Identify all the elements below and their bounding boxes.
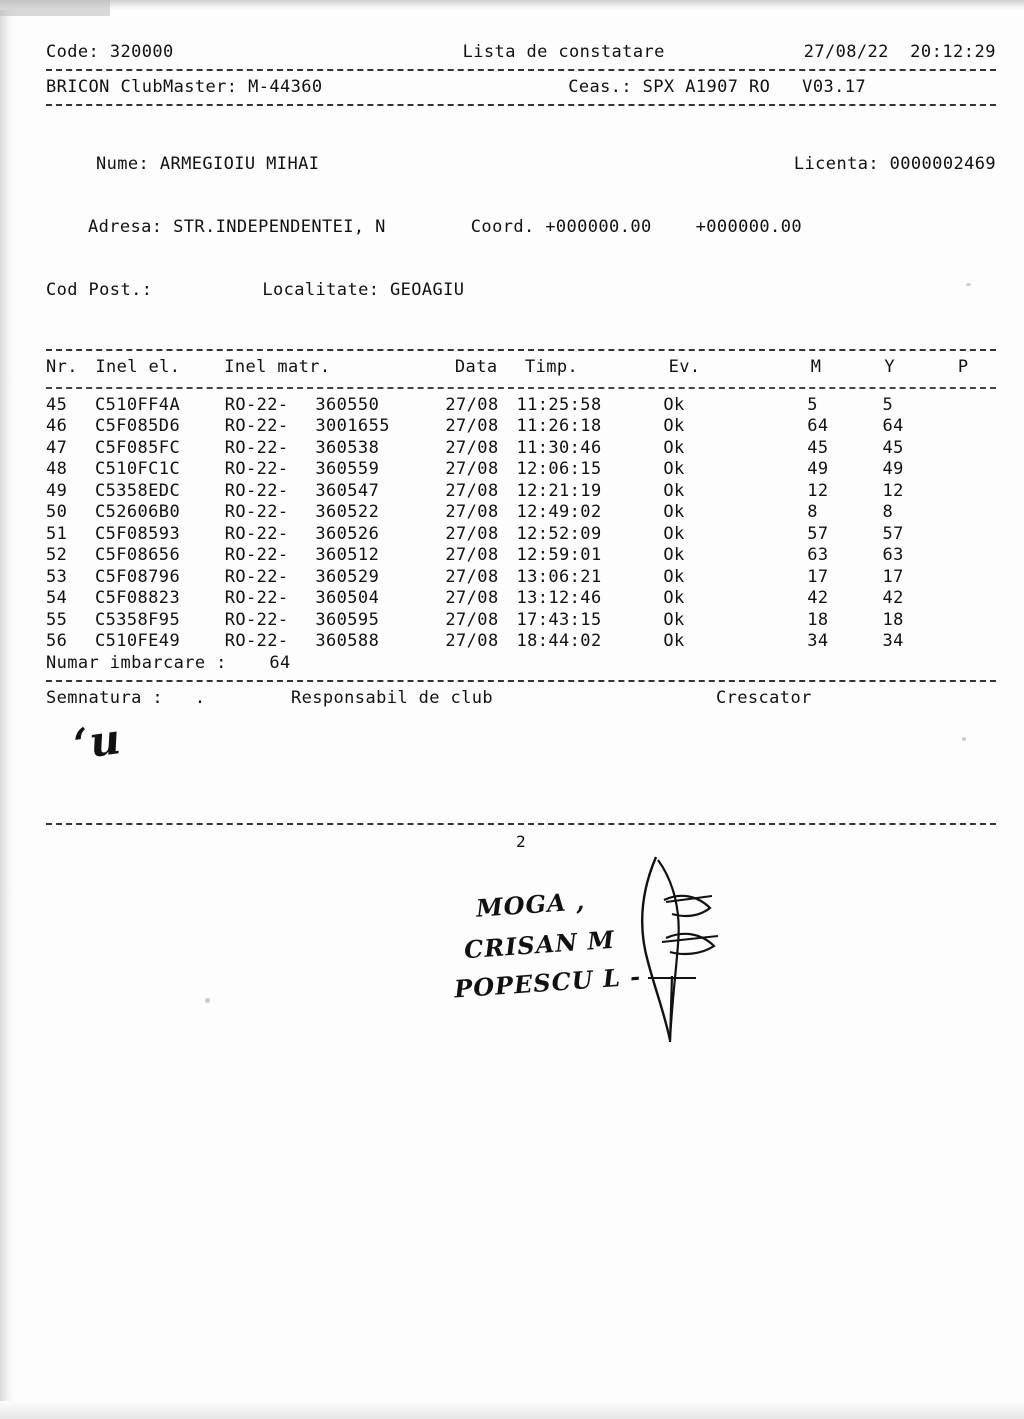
cell-matr-prefix: RO-22-: [224, 437, 289, 458]
club-responsible-label: Responsabil de club: [291, 687, 494, 708]
constatare-table-body: [46, 395, 996, 653]
column-header-nr: Nr.: [46, 357, 78, 377]
address-value: STR.INDEPENDENTEI, N: [173, 217, 386, 237]
clock-label: Ceas.:: [568, 77, 633, 97]
column-header-inel-el: Inel el.: [95, 357, 181, 377]
cell-timp: 12:52:09: [516, 523, 602, 544]
cell-p: [958, 438, 996, 460]
column-header-p: P: [957, 357, 969, 377]
table-row: [46, 416, 996, 438]
cell-p: [958, 395, 996, 417]
cell-matr-number: 360504: [315, 588, 380, 608]
cell-inel-el: C5F08796: [95, 566, 181, 587]
cell-ev: Ok: [663, 588, 685, 608]
cell-ev: Ok: [663, 609, 685, 630]
cell-p: [958, 567, 996, 589]
cell-matr-number: 360526: [315, 523, 380, 544]
cell-data: 27/08: [445, 588, 499, 608]
name-value: ARMEGIOIU MIHAI: [159, 154, 320, 174]
owner-address-row: [46, 217, 996, 238]
breeder-label: Crescator: [716, 687, 812, 708]
signature-area: [46, 709, 996, 817]
code-value: 320000: [109, 42, 174, 62]
scan-edge-bottom: [0, 1401, 1024, 1419]
cell-inel-el: C510FE49: [95, 631, 181, 651]
cell-ev: Ok: [663, 394, 685, 415]
address-label: Adresa:: [88, 217, 163, 237]
coord-lat: +000000.00: [545, 217, 652, 237]
divider: [46, 104, 996, 106]
clock-field: [568, 77, 866, 98]
cell-matr-prefix: RO-22-: [224, 609, 289, 630]
cell-inel-el: C5358EDC: [95, 480, 181, 501]
table-body: [46, 395, 996, 653]
column-header-data: Data: [454, 357, 498, 377]
cell-matr-prefix: RO-22-: [224, 588, 289, 608]
cell-ev: Ok: [663, 437, 685, 458]
cell-data: 27/08: [445, 502, 499, 522]
cell-ev: Ok: [663, 523, 685, 544]
device-row: [46, 77, 996, 98]
name-label: Nume:: [96, 154, 150, 174]
cell-nr: 46: [46, 416, 68, 436]
cell-data: 27/08: [445, 437, 499, 458]
cell-inel-el: C5F085FC: [95, 437, 181, 458]
cell-timp: 12:21:19: [516, 480, 602, 501]
divider: [46, 823, 996, 825]
cell-y: 12: [882, 480, 904, 501]
cell-p: [958, 481, 996, 503]
cell-inel-el: C52606B0: [95, 502, 181, 522]
report-body: [46, 42, 996, 1022]
cell-data: 27/08: [445, 631, 499, 651]
cell-timp: 11:26:18: [516, 416, 602, 436]
cell-nr: 56: [46, 631, 68, 651]
signature-dot: .: [194, 687, 206, 708]
signature-header-row: [46, 688, 996, 709]
cell-inel-el: C510FF4A: [95, 394, 181, 415]
device-field: [46, 77, 323, 98]
cell-p: [958, 502, 996, 524]
cell-matr-number: 360550: [315, 394, 380, 415]
cell-timp: 13:06:21: [516, 566, 602, 587]
cell-y: 34: [882, 631, 904, 651]
clock-value: SPX A1907 RO V03.17: [642, 77, 866, 97]
cell-inel-el: C5358F95: [95, 609, 181, 630]
total-label: Numar imbarcare :: [46, 652, 227, 673]
postcode-label: Cod Post.:: [46, 280, 153, 300]
cell-m: 12: [807, 480, 829, 501]
cell-matr-prefix: RO-22-: [224, 523, 289, 544]
cell-p: [958, 588, 996, 610]
cell-nr: 55: [46, 609, 68, 630]
cell-matr-prefix: RO-22-: [224, 416, 289, 436]
divider: [46, 387, 996, 389]
cell-data: 27/08: [445, 545, 499, 565]
locality-label: Localitate:: [262, 280, 380, 300]
cell-ev: Ok: [663, 502, 685, 522]
handwritten-name-3: POPESCU L -: [453, 961, 642, 1003]
total-row: [46, 653, 996, 674]
column-header-ev: Ev.: [668, 357, 701, 377]
cell-matr-prefix: RO-22-: [224, 502, 289, 522]
cell-nr: 54: [46, 588, 68, 608]
cell-y: 64: [882, 416, 904, 436]
cell-matr-prefix: RO-22-: [224, 394, 289, 415]
cell-p: [958, 631, 996, 653]
cell-matr-number: 360559: [315, 459, 380, 479]
cell-timp: 18:44:02: [516, 631, 602, 651]
cell-matr-prefix: RO-22-: [224, 545, 289, 565]
cell-y: 57: [882, 523, 904, 544]
locality-value: GEOAGIU: [389, 280, 465, 300]
cell-data: 27/08: [445, 416, 499, 436]
table-row: [46, 438, 996, 460]
cell-timp: 11:25:58: [516, 394, 602, 415]
cell-data: 27/08: [445, 480, 499, 501]
handwritten-signature: ʻu: [70, 713, 125, 769]
cell-matr-number: 360588: [315, 631, 380, 651]
owner-locality-row: [46, 280, 996, 301]
cell-nr: 52: [46, 545, 68, 565]
cell-ev: Ok: [663, 545, 685, 565]
cell-data: 27/08: [445, 609, 499, 630]
licence-value: 0000002469: [889, 154, 996, 174]
divider: [46, 680, 996, 682]
header-datetime: [804, 42, 996, 63]
cell-m: 42: [807, 588, 829, 608]
owner-name-row: [46, 154, 996, 175]
cell-inel-el: C510FC1C: [95, 459, 181, 479]
cell-y: 5: [882, 394, 894, 415]
cell-nr: 49: [46, 480, 68, 501]
table-header: [46, 357, 996, 381]
cell-timp: 12:59:01: [516, 545, 602, 565]
owner-block: [46, 112, 996, 343]
coord-label: Coord.: [470, 217, 535, 237]
cell-y: 45: [882, 437, 904, 458]
device-label: BRICON ClubMaster:: [46, 77, 238, 97]
cell-y: 42: [882, 588, 904, 608]
table-row: [46, 567, 996, 589]
table-row: [46, 459, 996, 481]
table-row: [46, 481, 996, 503]
cell-matr-prefix: RO-22-: [224, 631, 289, 651]
cell-ev: Ok: [663, 459, 685, 479]
cell-data: 27/08: [445, 523, 499, 544]
cell-m: 45: [807, 437, 829, 458]
table-row: [46, 395, 996, 417]
cell-timp: 12:49:02: [516, 502, 602, 522]
handwritten-name-1: MOGA ,: [475, 885, 587, 923]
cell-matr-number: 360538: [315, 437, 380, 458]
signature-label: Semnatura :: [46, 687, 163, 708]
report-header: [46, 42, 996, 63]
scan-edge-left: [0, 0, 14, 1419]
cell-data: 27/08: [445, 566, 499, 587]
cell-m: 18: [807, 609, 829, 630]
signature-label-cell: [46, 688, 291, 709]
cell-m: 63: [807, 545, 829, 565]
handwritten-notes: [46, 852, 996, 1022]
constatare-table: [46, 357, 996, 381]
cell-p: [958, 610, 996, 632]
table-row: [46, 545, 996, 567]
cell-inel-el: C5F08823: [95, 588, 181, 608]
cell-timp: 11:30:46: [516, 437, 602, 458]
device-value: M-44360: [248, 77, 323, 97]
cell-inel-el: C5F08656: [95, 545, 181, 565]
scan-corner-artifact: [0, 0, 110, 16]
scan-edge-top: [0, 0, 1024, 10]
cell-p: [958, 459, 996, 481]
cell-m: 34: [807, 631, 829, 651]
cell-m: 5: [807, 394, 818, 415]
code-field: [46, 42, 174, 63]
column-header-y: Y: [884, 357, 895, 377]
cell-m: 64: [807, 416, 829, 436]
table-row: [46, 588, 996, 610]
cell-m: 49: [807, 459, 829, 479]
cell-matr-number: 360529: [315, 566, 380, 587]
table-header-row: [46, 357, 996, 381]
cell-nr: 45: [46, 394, 68, 415]
total-value: 64: [269, 652, 291, 673]
cell-inel-el: C5F085D6: [95, 416, 181, 436]
divider: [46, 349, 996, 351]
table-row: [46, 524, 996, 546]
cell-data: 27/08: [445, 459, 499, 479]
column-header-timp: Timp.: [524, 357, 579, 377]
coord-lon: +000000.00: [695, 217, 802, 237]
table-row: [46, 631, 996, 653]
cell-p: [958, 545, 996, 567]
cell-y: 49: [882, 459, 904, 479]
cell-inel-el: C5F08593: [95, 523, 181, 544]
page-number: 2: [515, 831, 527, 851]
code-label: Code:: [46, 42, 100, 62]
cell-matr-number: 360547: [315, 480, 380, 501]
cell-matr-number: 3001655: [315, 416, 390, 436]
cell-ev: Ok: [663, 416, 685, 436]
cell-nr: 48: [46, 459, 68, 479]
cell-m: 57: [807, 523, 829, 544]
cell-y: 18: [882, 609, 904, 630]
cell-data: 27/08: [445, 394, 499, 415]
divider: [46, 69, 996, 71]
cell-m: 17: [807, 566, 829, 587]
licence-label: Licenta:: [793, 154, 879, 174]
cell-timp: 17:43:15: [516, 609, 602, 630]
cell-nr: 53: [46, 566, 68, 587]
table-row: [46, 610, 996, 632]
cell-matr-prefix: RO-22-: [224, 480, 289, 501]
cell-nr: 47: [46, 437, 68, 458]
cell-y: 17: [882, 566, 904, 587]
header-time: 20:12:29: [910, 42, 996, 62]
column-header-m: M: [810, 357, 822, 377]
column-header-spacer: [331, 357, 455, 381]
cell-timp: 12:06:15: [516, 459, 602, 479]
cell-matr-number: 360595: [315, 609, 380, 630]
cell-matr-prefix: RO-22-: [224, 459, 289, 479]
cell-y: 8: [882, 502, 894, 522]
handwritten-name-2: CRISAN M: [463, 924, 616, 964]
cell-ev: Ok: [663, 566, 685, 587]
header-date: 27/08/22: [803, 42, 889, 62]
page-title: Lista de constatare: [462, 42, 665, 62]
cell-y: 63: [882, 545, 904, 565]
cell-nr: 51: [46, 523, 68, 544]
cell-timp: 13:12:46: [516, 588, 602, 608]
cell-matr-number: 360522: [315, 502, 380, 522]
cell-nr: 50: [46, 502, 68, 522]
cell-matr-number: 360512: [315, 545, 380, 565]
cell-ev: Ok: [663, 480, 685, 501]
cell-m: 8: [807, 502, 818, 522]
cell-matr-prefix: RO-22-: [224, 566, 289, 587]
cell-p: [958, 416, 996, 438]
handwritten-scribble: [586, 852, 806, 1042]
column-header-inel-matr: Inel matr.: [224, 357, 331, 377]
table-row: [46, 502, 996, 524]
cell-p: [958, 524, 996, 546]
cell-ev: Ok: [663, 631, 685, 651]
